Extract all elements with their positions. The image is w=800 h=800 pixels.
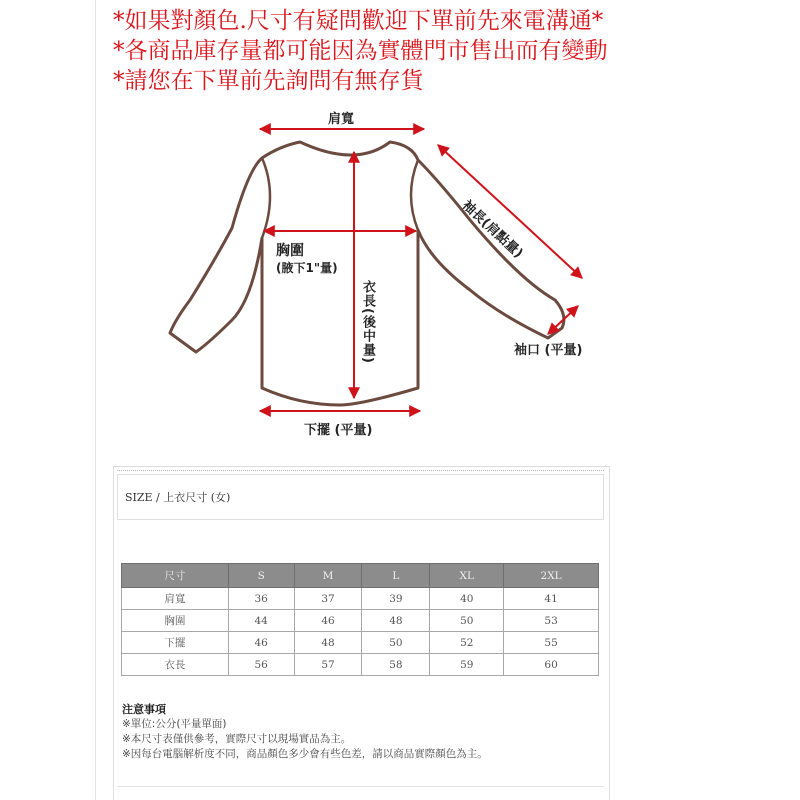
table-cell: 57: [294, 654, 362, 676]
shirt-outline: [170, 142, 564, 405]
size-chart-title: SIZE / 上衣尺寸 (女): [125, 491, 231, 504]
table-cell: 52: [430, 632, 504, 654]
panel-bottom-divider: [117, 786, 604, 787]
table-cell: 36: [228, 588, 294, 610]
cuff-label: 袖口 (平量): [514, 343, 583, 358]
table-cell: 58: [362, 654, 430, 676]
table-row: [122, 654, 599, 676]
sleeve-arrow: [438, 145, 582, 278]
table-cell: 46: [294, 610, 362, 632]
table-cell: 46: [228, 632, 294, 654]
chest-label: 胸圍: [276, 243, 304, 259]
hem-label: 下擺 (平量): [304, 423, 373, 438]
body-length-label: 衣長(後中量): [360, 280, 375, 364]
table-cell: 41: [504, 588, 599, 610]
table-cell: 56: [228, 654, 294, 676]
note-item: ※單位:公分(平量單面): [122, 718, 227, 730]
table-cell: 48: [294, 632, 362, 654]
left-sleeve-seam: [262, 158, 270, 238]
table-cell: 40: [430, 588, 504, 610]
right-sleeve-seam: [411, 160, 418, 230]
table-row: [122, 588, 599, 610]
notice-line-3: *請您在下單前先詢問有無存貨: [113, 68, 424, 94]
table-cell: 37: [294, 588, 362, 610]
table-header-row: [122, 564, 599, 588]
header-m: M: [294, 564, 362, 588]
size-table: [121, 563, 599, 676]
notes-section: [122, 702, 488, 762]
row-label: 肩寬: [122, 588, 229, 610]
note-item: ※本尺寸表僅供參考，實際尺寸以現場實品為主。: [122, 733, 352, 745]
header-2xl: 2XL: [504, 564, 599, 588]
header-size: 尺寸: [122, 564, 229, 588]
table-row: [122, 632, 599, 654]
table-cell: 48: [362, 610, 430, 632]
table-row: [122, 610, 599, 632]
row-label: 胸圍: [122, 610, 229, 632]
row-label: 下擺: [122, 632, 229, 654]
table-cell: 50: [430, 610, 504, 632]
note-item: ※因每台電腦解析度不同，商品顏色多少會有些色差，請以商品實際顏色為主。: [122, 748, 488, 760]
shoulder-label: 肩寬: [328, 112, 355, 127]
table-cell: 55: [504, 632, 599, 654]
notice-line-1: *如果對顏色.尺寸有疑問歡迎下單前先來電溝通*: [113, 8, 604, 34]
chest-note-label: (腋下1"量): [276, 261, 338, 275]
panel-dotted-line: [117, 470, 604, 471]
table-cell: 44: [228, 610, 294, 632]
table-cell: 53: [504, 610, 599, 632]
header-s: S: [228, 564, 294, 588]
header-xl: XL: [430, 564, 504, 588]
row-label: 衣長: [122, 654, 229, 676]
notes-title: 注意事項: [122, 703, 166, 716]
table-cell: 39: [362, 588, 430, 610]
notice-line-2: *各商品庫存量都可能因為實體門市售出而有變動: [113, 38, 608, 64]
table-cell: 50: [362, 632, 430, 654]
sleeve-length-label: 袖長(肩點量): [459, 197, 526, 262]
header-l: L: [362, 564, 430, 588]
table-cell: 59: [430, 654, 504, 676]
table-cell: 60: [504, 654, 599, 676]
